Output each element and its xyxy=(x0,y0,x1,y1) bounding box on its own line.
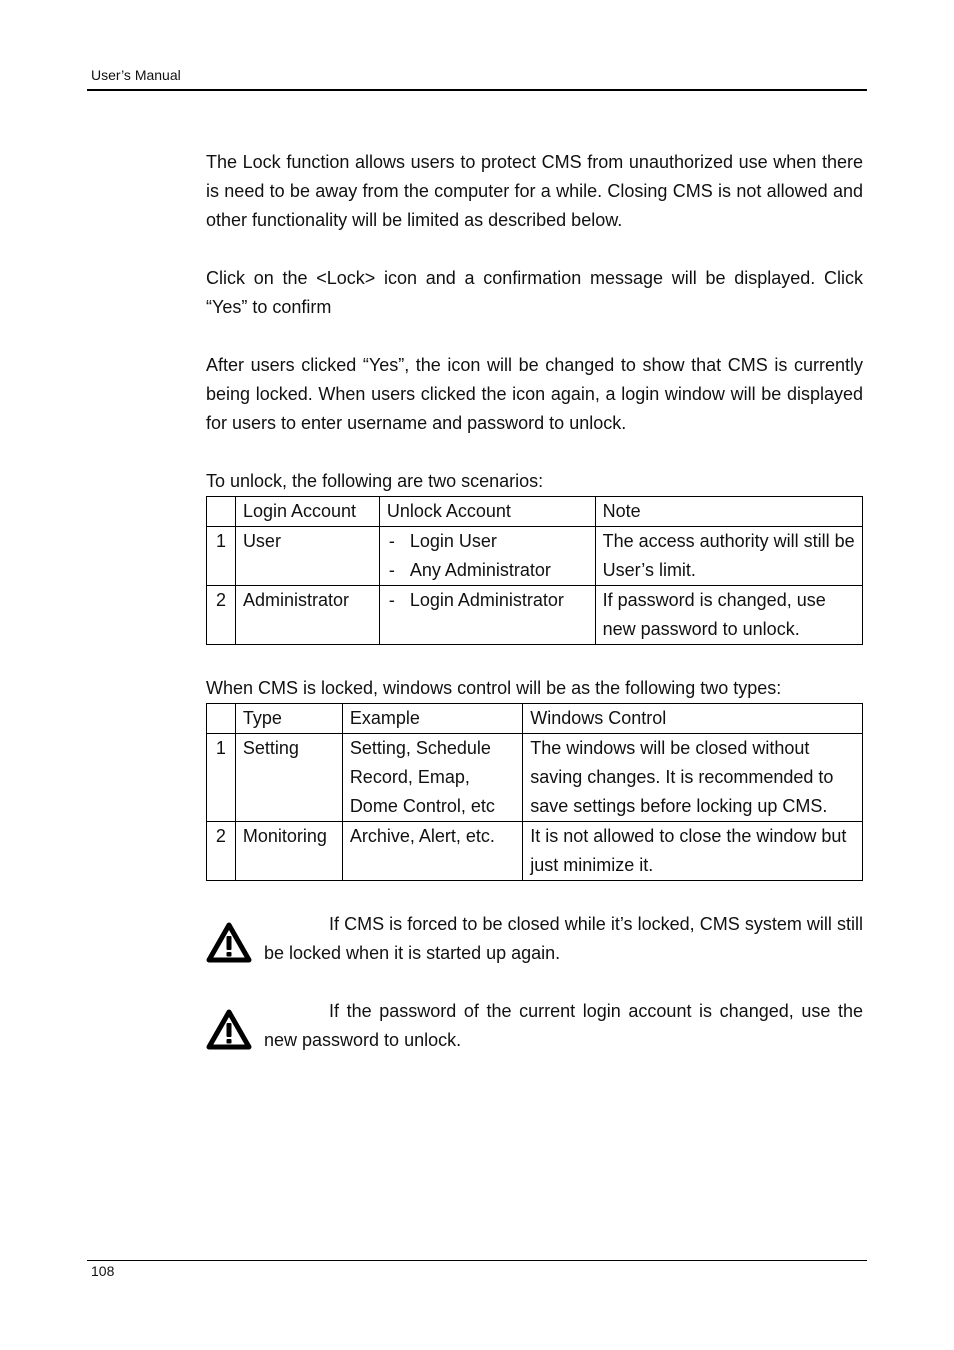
paragraph-click-lock: Click on the <Lock> icon and a confirmation message will be displayed. Click “Yes” to confirm xyxy=(206,268,863,317)
unlock-scenarios-table xyxy=(206,496,863,645)
table-row xyxy=(207,586,863,645)
warning-note xyxy=(206,997,863,1055)
login-account-cell: User xyxy=(235,527,379,586)
page-number: 108 xyxy=(91,1263,115,1279)
list-item xyxy=(387,556,588,585)
type-cell: Monitoring xyxy=(235,822,342,881)
login-account-cell: Administrator xyxy=(235,586,379,645)
row-number: 2 xyxy=(207,586,236,645)
list-item xyxy=(387,586,588,615)
warning-note xyxy=(206,910,863,968)
warning-icon xyxy=(206,922,252,964)
list-item-label: Login Administrator xyxy=(409,590,564,610)
type-cell: Setting xyxy=(235,734,342,822)
unlock-account-cell xyxy=(379,586,595,645)
windows-control-cell: It is not allowed to close the window but just minimize it. xyxy=(523,822,863,881)
dash-bullet: - xyxy=(388,590,395,610)
header-cell: Example xyxy=(342,704,522,734)
row-number: 2 xyxy=(207,822,236,881)
header-cell xyxy=(207,704,236,734)
windows-control-cell: The windows will be closed without saving changes. It is recommended to save settings before locking up CMS. xyxy=(523,734,863,822)
header-cell: Type xyxy=(235,704,342,734)
dash-bullet: - xyxy=(388,531,395,551)
table2-caption: When CMS is locked, windows control will be as the following two types: xyxy=(206,678,782,698)
header-cell: Note xyxy=(595,497,862,527)
table-header-row xyxy=(207,497,863,527)
row-number: 1 xyxy=(207,527,236,586)
warning-note-text: If CMS is forced to be closed while it’s locked, CMS system will still be locked when it is started up again. xyxy=(264,914,863,963)
table-row xyxy=(207,527,863,586)
list-item-label: Any Administrator xyxy=(409,560,551,580)
warning-icon xyxy=(206,1009,252,1051)
table-row xyxy=(207,822,863,881)
list-item-label: Login User xyxy=(409,531,497,551)
warning-note-text: If the password of the current login account is changed, use the new password to unlock. xyxy=(264,1001,863,1050)
row-number: 1 xyxy=(207,734,236,822)
table-row xyxy=(207,734,863,822)
example-cell: Setting, Schedule Record, Emap, Dome Control, etc xyxy=(342,734,522,822)
page-content xyxy=(206,148,863,1084)
header-cell: Login Account xyxy=(235,497,379,527)
header-cell xyxy=(207,497,236,527)
paragraph-after-lock: After users clicked “Yes”, the icon will be changed to show that CMS is currently being locked. When users clicked the icon again, a login window will be displayed for users to enter username and password to unlock. xyxy=(206,355,863,433)
footer-divider xyxy=(87,1260,867,1261)
list-item xyxy=(387,527,588,556)
note-cell: If password is changed, use new password to unlock. xyxy=(595,586,862,645)
header-divider xyxy=(87,89,867,91)
header-title: User’s Manual xyxy=(91,67,181,83)
unlock-account-cell xyxy=(379,527,595,586)
table-header-row xyxy=(207,704,863,734)
dash-bullet: - xyxy=(388,560,395,580)
header-cell: Windows Control xyxy=(523,704,863,734)
paragraph-lock-intro: The Lock function allows users to protect CMS from unauthorized use when there is need to be away from the computer for a while. Closing CMS is not allowed and other functionality will be limited as described below. xyxy=(206,152,863,230)
note-cell: The access authority will still be User’s limit. xyxy=(595,527,862,586)
example-cell: Archive, Alert, etc. xyxy=(342,822,522,881)
header-cell: Unlock Account xyxy=(379,497,595,527)
windows-control-table xyxy=(206,703,863,881)
table1-caption: To unlock, the following are two scenarios: xyxy=(206,471,544,491)
